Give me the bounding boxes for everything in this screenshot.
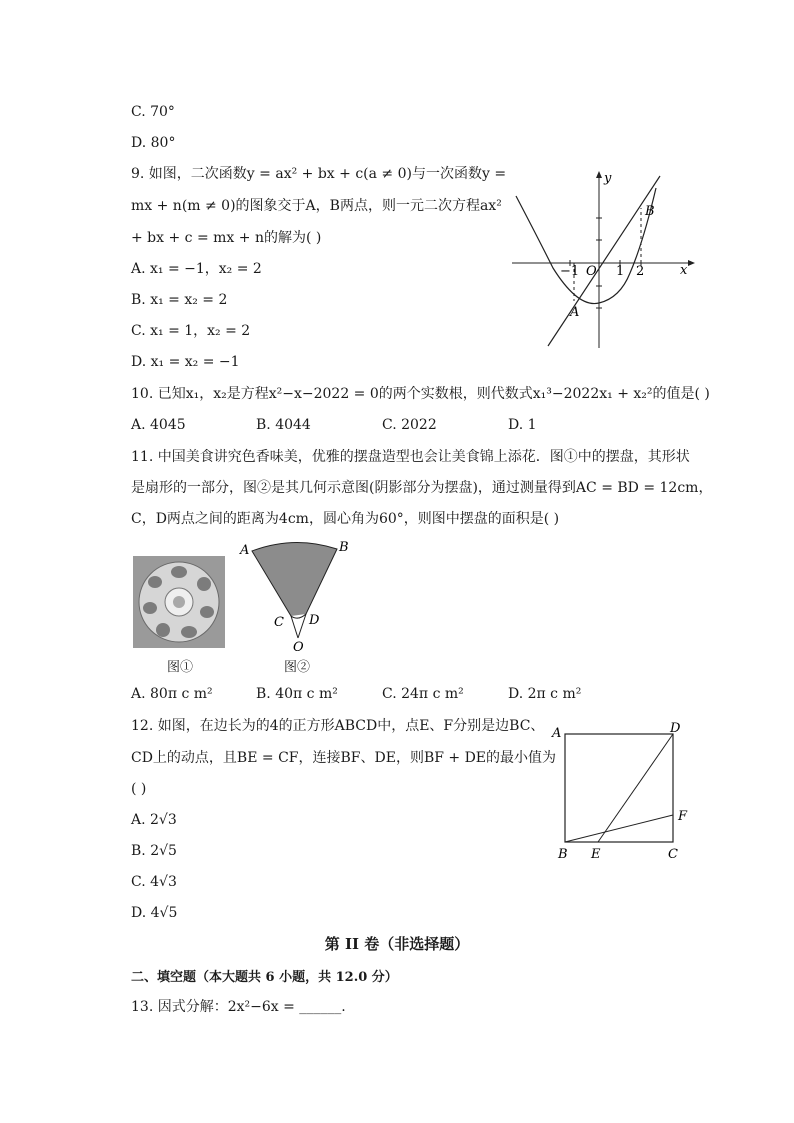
q9-stem-line1: 9. 如图，二次函数y = ax² + bx + c(a ≠ 0)与一次函数y =: [131, 166, 507, 182]
q8-option-d: D. 80°: [131, 135, 176, 151]
q9-option-c: C. x₁ = 1，x₂ = 2: [131, 323, 251, 339]
q11-option-c: C. 24π c m²: [382, 686, 464, 702]
q11-stem-line1: 11. 中国美食讲究色香味美，优雅的摆盘造型也会让美食锦上添花．图①中的摆盘，其形状: [131, 449, 690, 465]
q9-option-a: A. x₁ = −1，x₂ = 2: [131, 261, 262, 277]
q12-option-d: D. 4√5: [131, 905, 178, 921]
q12-stem-line1: 12. 如图，在边长为的4的正方形ABCD中，点E、F分别是边BC、: [131, 718, 545, 734]
svg-text:D: D: [670, 722, 681, 736]
q12-option-c: C. 4√3: [131, 874, 177, 890]
q12-stem-line3: ( ): [131, 781, 147, 797]
tick-label-1: 1: [616, 264, 625, 279]
q9-option-d: D. x₁ = x₂ = −1: [131, 354, 240, 370]
svg-text:B: B: [558, 847, 568, 862]
q10-option-b: B. 4044: [256, 417, 311, 433]
q11-option-a: A. 80π c m²: [131, 686, 213, 702]
q9-option-b: B. x₁ = x₂ = 2: [131, 292, 228, 308]
svg-text:F: F: [678, 809, 688, 824]
q13-stem: 13. 因式分解：2x²−6x = ______.: [131, 999, 346, 1015]
point-b-label: B: [645, 204, 655, 219]
part-2-title: 第 II 卷（非选择题）: [324, 935, 470, 953]
q8-option-c: C. 70°: [131, 104, 175, 120]
q9-stem-line2: mx + n(m ≠ 0)的图象交于A，B两点，则一元二次方程ax²: [131, 198, 502, 214]
sector-diagram: [236, 538, 356, 653]
q10-option-c: C. 2022: [382, 417, 437, 433]
square-abcd: [565, 734, 673, 842]
shaded-plate-region: [252, 542, 337, 618]
parabola-curve: [516, 188, 656, 304]
q11-option-b: B. 40π c m²: [256, 686, 338, 702]
q9-graph-figure: [508, 168, 698, 353]
q11-option-d: D. 2π c m²: [508, 686, 582, 702]
svg-text:O: O: [293, 640, 304, 653]
square-diagram: [550, 722, 700, 867]
x-axis-arrow-icon: [688, 260, 695, 266]
svg-text:E: E: [591, 847, 601, 862]
figure-2-caption: 图②: [283, 660, 310, 675]
origin-label: O: [586, 264, 597, 279]
linear-function-line: [548, 176, 660, 346]
y-axis-label: y: [604, 171, 612, 186]
segment-bf: [565, 815, 673, 842]
svg-text:C: C: [274, 615, 284, 630]
section-2-heading: 二、填空题（本大题共 6 小题，共 12.0 分）: [131, 970, 398, 985]
tick-label-neg1: −1: [560, 264, 580, 279]
q12-stem-line2: CD上的动点，且BE = CF，连接BF、DE，则BF + DE的最小值为: [131, 750, 557, 766]
plate-photo: [133, 556, 225, 648]
q10-stem: 10. 已知x₁，x₂是方程x²−x−2022 = 0的两个实数根，则代数式x₁³−2022x₁ + x₂²的值是( ): [131, 386, 710, 402]
svg-text:A: A: [552, 726, 562, 741]
svg-text:C: C: [668, 847, 678, 862]
q10-option-d: D. 1: [508, 417, 537, 433]
svg-text:D: D: [309, 613, 320, 628]
x-axis-label: x: [680, 263, 688, 278]
q12-option-a: A. 2√3: [131, 812, 177, 828]
q11-stem-line3: C，D两点之间的距离为4cm，圆心角为60°，则图中摆盘的面积是( ): [131, 511, 560, 527]
svg-text:B: B: [339, 540, 349, 555]
svg-text:A: A: [240, 543, 250, 558]
y-axis-arrow-icon: [596, 171, 602, 178]
q9-stem-line3: + bx + c = mx + n的解为( ): [131, 230, 322, 246]
q10-option-a: A. 4045: [131, 417, 186, 433]
q12-option-b: B. 2√5: [131, 843, 177, 859]
q11-stem-line2: 是扇形的一部分，图②是其几何示意图(阴影部分为摆盘)，通过测量得到AC = BD = 12cm，: [131, 480, 713, 496]
point-a-label: A: [570, 305, 580, 320]
segment-de: [598, 734, 673, 842]
figure-1-caption: 图①: [166, 660, 193, 675]
tick-label-2: 2: [636, 264, 645, 279]
